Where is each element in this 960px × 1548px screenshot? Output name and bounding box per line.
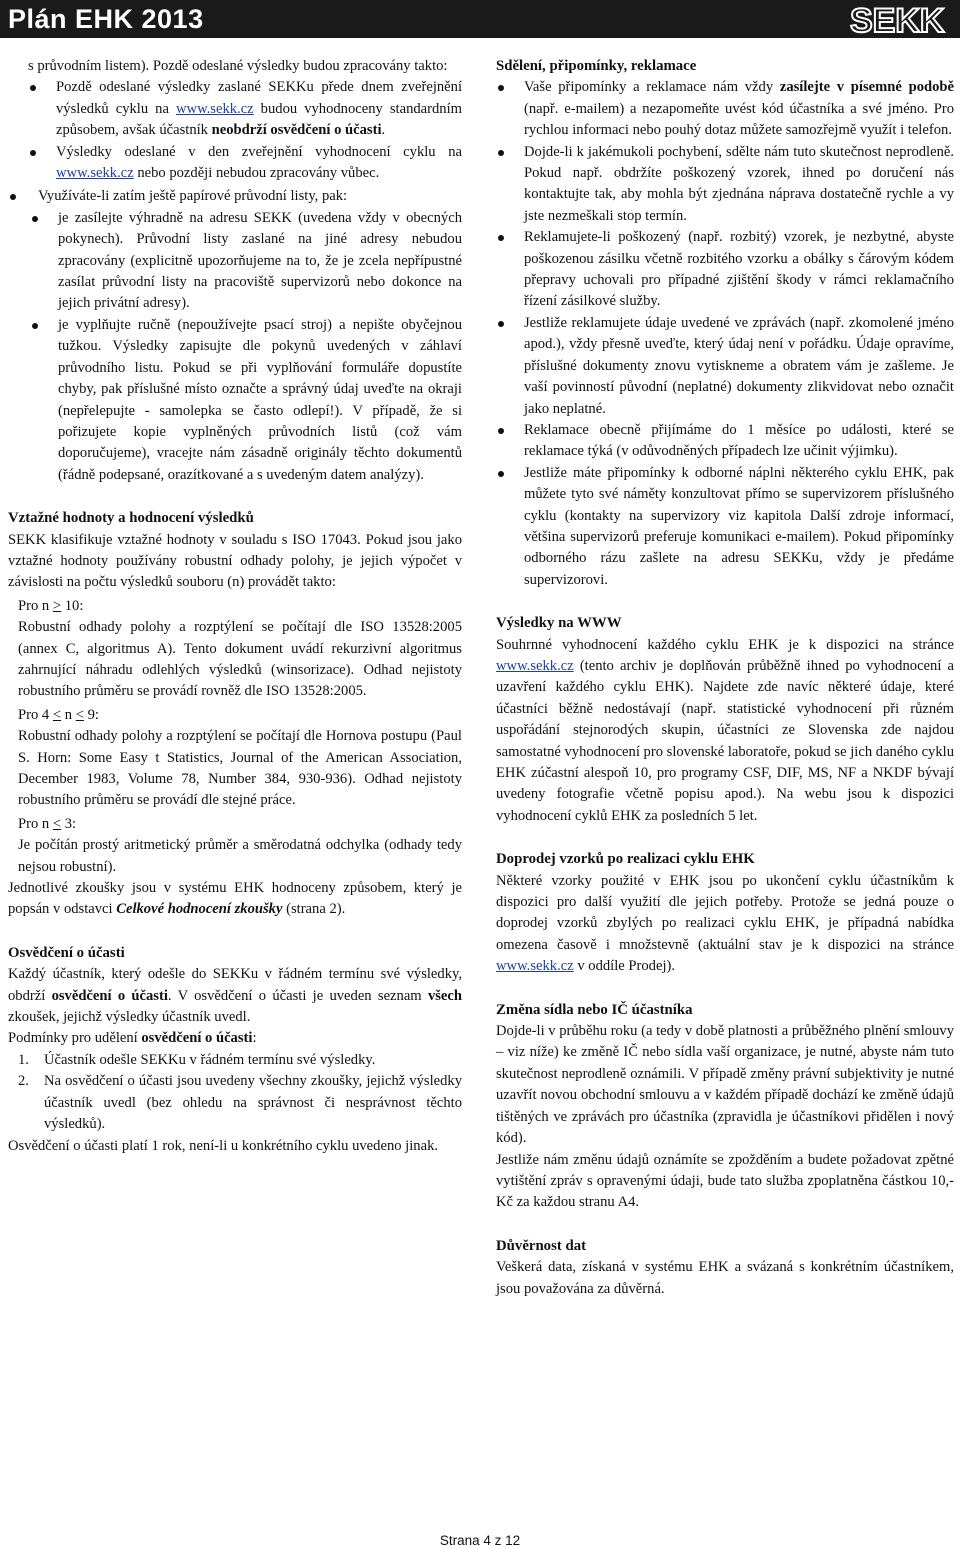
section-title-privacy: Důvěrnost dat <box>496 1237 587 1254</box>
reference-paragraph: SEKK klasifikuje vztažné hodnoty v souladu s ISO 17043. Pokud jsou jako vztažné hodnoty používány robustní odhady polohy, je jejich výpočet v závislosti na počtu výsledků souboru (n) provádět takto: <box>8 531 462 591</box>
list-item: Pozdě odeslané výsledky zaslané SEKKu přede dnem zveřejnění výsledků cyklu na www.sekk.cz budou vyhodnoceny standardním způsobem, avšak účastník neobdrží osvědčení o účasti. <box>28 77 462 141</box>
case-label: Pro n > 10: <box>18 597 84 614</box>
sekk-logo <box>848 2 954 36</box>
case-text: Je počítán prostý aritmetický průměr a směrodatná odchylka (odhady tedy nejsou robustní). <box>18 837 462 875</box>
list-item: Vaše připomínky a reklamace nám vždy zasílejte v písemné podobě (např. e-mailem) a nezapomeňte uvést kód účastníka a své jméno. Pro rychlou informaci nebo pouhý dotaz můžete samozřejmě využít i telefon. <box>496 77 954 141</box>
case-text: Robustní odhady polohy a rozptýlení se počítají dle ISO 13528:2005 (annex C, algoritmus A). Tento dokument uvádí rekurzivní algoritmus zahrnující náhradu odlehlých výsledků (winsorizace). Odhad nejistoty robustního průměru se provádí rovněž dle ISO 13528:2005. <box>18 619 462 700</box>
svg-text:SEKK: SEKK <box>850 2 945 36</box>
sekk-link[interactable]: www.sekk.cz <box>56 165 134 182</box>
reference-cases <box>8 596 462 878</box>
list-item: Jestliže máte připomínky k odborné náplni některého cyklu EHK, pak můžete tyto své náměty konzultovat přímo se supervizorem příslušného cyklu (kontakty na supervizory viz kapitola Další zdroje informací, většina supervizorů preferuje komunikaci e-mailem). Pokud připomínky odborného rázu zašlete na adresu SEKKu, vždy je předáme supervizorovi. <box>496 463 954 591</box>
late-results-intro <box>8 56 462 184</box>
section-title-complaints: Sdělení, připomínky, reklamace <box>496 58 697 74</box>
list-item: je zasílejte výhradně na adresu SEKK (uvedena vždy v obecných pokynech). Průvodní listy zaslané na jiné adresy nebudou zpracovány (explicitně upozorňujeme na to, že je zcela nepřípustné zasílat průvodní listy na pracoviště supervizorů nebo dokonce na jejich privátní adresy). <box>30 208 462 315</box>
page-title: Plán EHK 2013 <box>8 4 204 34</box>
www-paragraph: Souhrnné vyhodnocení každého cyklu EHK je k dispozici na stránce www.sekk.cz (tento archiv je doplňován průběžně ihned po vyhodnocení a uzavření každého cyklu EHK). Najdete zde navíc některé údaje, které účastníci běžně nedostávají (např. statistické vyhodnocení při různém uspořádání stejnorodých skupin, účastníci ze Slovenska zde najdou samostatné vyhodnocení pro slovenské laboratoře, pokud se jich daného cyklu EHK zúčastní alespoň 10, pro programy CSF, DIF, MS, NF a NKDF bývají uvedeny fotografie včetně popisu apod.). Na webu jsou k dispozici vyhodnocení cyklů EHK za posledních 5 let. <box>496 636 954 824</box>
list-item: Využíváte-li zatím ještě papírové průvodní listy, pak: je zasílejte výhradně na adresu SEKK (uvedena vždy v obecných pokynech). Průvodní listy zaslané na jiné adresy nebudou zpracovány (explicitně upozorňujeme na to, že je zcela nepřípustné zasílat průvodní listy na pracoviště supervizorů nebo dokonce na jejich privátní adresy). je vyplňujte ručně (nepoužívejte psací stroj) a nepište obyčejnou tužkou. Výsledky zapisujte dle pokynů uvedených v záhlaví průvodního listu. Pokud se při vyplňování formuláře dopustíte chyby, pak příslušné místo označte a správný údaj uveďte na okraji (nepřelepujte - samolepka se často odlepí!). V případě, že si pořizujete kopie vyplněných průvodních listů (což vám doporučujeme), vracejte nám zásadně originály těchto dokumentů (řádně podepsané, orazítkované a s uvedeným datem analýzy). <box>8 186 462 486</box>
case-label: Pro 4 < n < 9: <box>18 706 99 723</box>
page-number: Strana 4 z 12 <box>439 1533 521 1548</box>
case-label: Pro n < 3: <box>18 815 77 832</box>
list-item: Dojde-li k jakémukoli pochybení, sdělte nám tuto skutečnost neprodleně. Pokud např. obdržíte poškozený vzorek, ihned po doručení nás kontaktujte tak, aby mohla být zjednána náprava dostatečně rychle a vy jste nezmeškali stop termín. <box>496 142 954 228</box>
intro-text: s průvodním listem). Pozdě odeslané výsledky budou zpracovány takto: <box>28 58 448 74</box>
list-item: Výsledky odeslané v den zveřejnění vyhodnocení cyklu na www.sekk.cz nebo později nebudou zpracovány vůbec. <box>28 142 462 185</box>
list-item: 2. Na osvědčení o účasti jsou uvedeny všechny zkoušky, jejichž výsledky účastník uvedl (bez ohledu na správnost či nesprávnost těchto výsledků). <box>18 1073 462 1133</box>
paper-forms-sublist <box>30 208 462 486</box>
section-title-sample-sale: Doprodej vzorků po realizaci cyklu EHK <box>496 851 755 868</box>
section-title-certificate: Osvědčení o účasti <box>8 944 125 961</box>
sekk-link[interactable]: www.sekk.cz <box>175 100 254 117</box>
list-item: 1. Účastník odešle SEKKu v řádném termínu své výsledky. <box>18 1051 376 1068</box>
case-text: Robustní odhady polohy a rozptýlení se počítají dle Hornova postupu (Paul S. Horn: Some Easy t Statistics, Journal of the American Association, December 1983, Volume 78, Number 384, 930-936). Odhad nejistoty robustního průměru se provádí dle stejné práce. <box>18 728 462 809</box>
address-change-paragraph: Jestliže nám změnu údajů oznámíte se zpožděním a budete požadovat zpětné vytištění zpráv s opravenými údaji, bude tato služba zpoplatněna částkou 10,- Kč za každou stranu A4. <box>496 1151 954 1211</box>
evaluation-paragraph: Jednotlivé zkoušky jsou v systému EHK hodnoceny způsobem, který je popsán v odstavci Celkové hodnocení zkoušky (strana 2). <box>8 880 462 918</box>
late-results-list <box>28 77 462 184</box>
right-column <box>496 56 954 1300</box>
section-title-www: Výsledky na WWW <box>496 615 622 632</box>
list-item: Reklamujete-li poškozený (např. rozbitý) vzorek, je nezbytné, abyste poškozenou zásilku včetně rozbitého vzorku a obálky s čárovým kódem přepravy uchovali pro případné zjištění škody v rámci reklamačního řízení zásilkové služby. <box>496 227 954 313</box>
certificate-conditions-list <box>8 1050 462 1136</box>
section-title-reference-values: Vztažné hodnoty a hodnocení výsledků <box>8 510 254 527</box>
sekk-link[interactable]: www.sekk.cz <box>496 958 574 975</box>
list-item: Jestliže reklamujete údaje uvedené ve zprávách (např. zkomolené jméno apod.), vždy přesně uveďte, který údaj není v pořádku. Údaje opravíme, příslušné dokumenty znovu vytiskneme a obratem vám je zašleme. Je vaší povinností původní (neplatné) dokumenty zlikvidovat nebo označit jako neplatné. <box>496 313 954 420</box>
certificate-paragraph: Každý účastník, který odešle do SEKKu v řádném termínu své výsledky, obdrží osvědčení o účasti. V osvědčení o účasti je uveden seznam všech zkoušek, jejichž výsledky účastník uvedl. <box>8 966 462 1026</box>
certificate-validity: Osvědčení o účasti platí 1 rok, není-li u konkrétního cyklu uvedeno jinak. <box>8 1137 439 1154</box>
privacy-paragraph: Veškerá data, získaná v systému EHK a svázaná s konkrétním účastníkem, jsou považována za důvěrná. <box>496 1259 954 1297</box>
section-title-address-change: Změna sídla nebo IČ účastníka <box>496 1001 693 1018</box>
page-header <box>0 0 960 38</box>
left-column <box>8 56 462 1157</box>
paper-forms-list <box>8 186 462 486</box>
list-item: Reklamace obecně přijímáme do 1 měsíce po události, které se reklamace týká (v odůvodněných případech lze učinit výjimku). <box>496 420 954 463</box>
complaints-list <box>496 77 954 591</box>
address-change-paragraph: Dojde-li v průběhu roku (a tedy v době platnosti a průběžného plnění smlouvy – viz níže) ke změně IČ nebo sídla vaší organizace, je nutné, abyste nám tuto skutečnost neprodleně oznámili. V případě změny právní subjektivity je nutné uzavřít novou obchodní smlouvu a v každém případě dochází ke změně údajů tištěných ve zprávách pro účastníka (zpravidla je účastníkovi přidělen i nový kód). <box>496 1023 954 1147</box>
certificate-conditions: Podmínky pro udělení osvědčení o účasti: <box>8 1030 257 1047</box>
sekk-link[interactable]: www.sekk.cz <box>496 657 574 674</box>
sample-sale-paragraph: Některé vzorky použité v EHK jsou po ukončení cyklu účastníkům k dispozici pro další využití dle jejich potřeby. Protože se jedná pouze o doprodej vzorků zbylých po realizaci cyklu EHK, je případná nabídka omezena časově i množstevně (aktuální stav je k dispozici na stránce www.sekk.cz v oddíle Prodej). <box>496 872 954 975</box>
list-item: je vyplňujte ručně (nepoužívejte psací stroj) a nepište obyčejnou tužkou. Výsledky zapisujte dle pokynů uvedených v záhlaví průvodního listu. Pokud se při vyplňování formuláře dopustíte chyby, pak příslušné místo označte a správný údaj uveďte na okraji (nepřelepujte - samolepka se často odlepí!). V případě, že si pořizujete kopie vyplněných průvodních listů (což vám doporučujeme), vracejte nám zásadně originály těchto dokumentů (řádně podepsané, orazítkované a s uvedeným datem analýzy). <box>30 315 462 486</box>
